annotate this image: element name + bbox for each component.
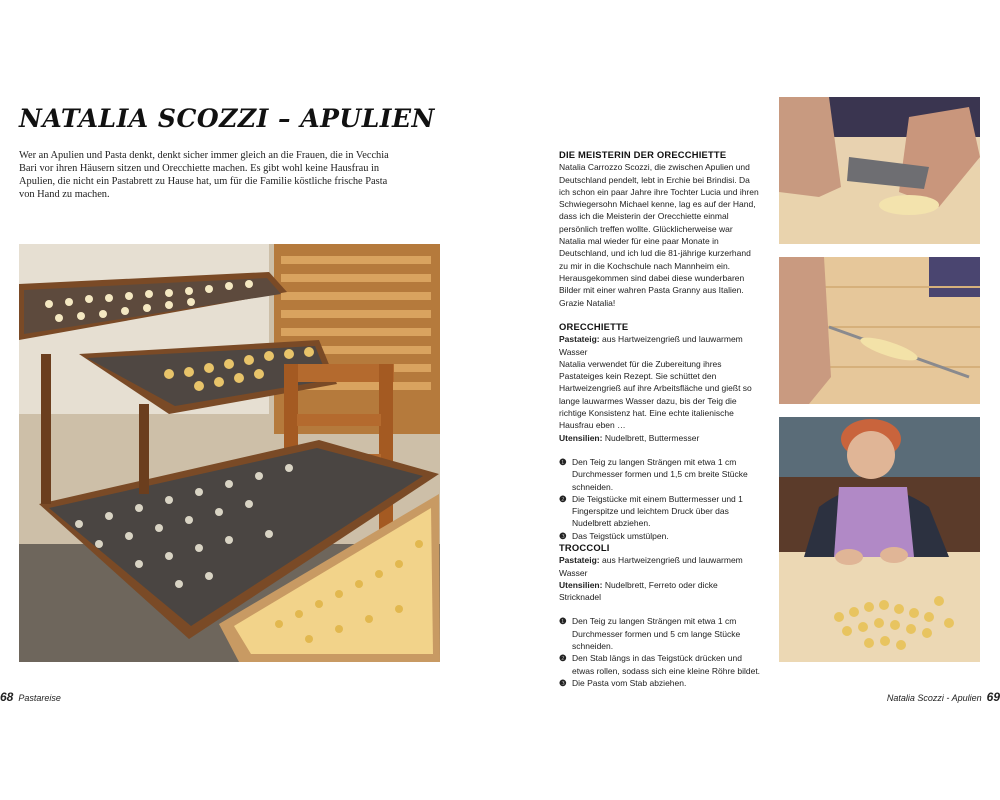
troccoli-utensilien (559, 579, 761, 604)
orecchiette-utensilien-label: Utensilien: (559, 432, 603, 443)
pasta-drying-racks-photo (19, 244, 440, 662)
orecchiette-step-3 (559, 530, 761, 542)
orecchiette-teig (559, 333, 761, 358)
orecchiette-teig-label: Pastateig: (559, 334, 600, 345)
footer-right-text: Natalia Scozzi - Apulien (886, 693, 982, 703)
troccoli-step-1 (559, 615, 761, 652)
natalia-making-orecchiette-photo (779, 417, 980, 662)
step-text: Den Teig zu langen Strängen mit etwa 1 cm Durchmesser formen und 1,5 cm breite Stücke schneiden. (572, 456, 748, 492)
troccoli-step-3 (559, 677, 761, 689)
page-title: NATALIA SCOZZI – APULIEN (19, 104, 435, 133)
intro-paragraph: Wer an Apulien und Pasta denkt, denkt sicher immer gleich an die Frauen, die in Vecchia Bari vor ihren Häusern sitzen und Orecchiette machen. Es gibt wohl keine Hausfrau in Apulien, die nicht ein Pastabrett zu Hause hat, um für die Familie köstliche frische Pasta von Hand zu machen. (19, 150, 389, 201)
orecchiette-utensilien (559, 432, 761, 444)
page-number-left: 68 (0, 690, 14, 704)
troccoli-utensilien-label: Utensilien: (559, 579, 603, 590)
orecchiette-teig-text: aus Hartweizengrieß und lauwarmem Wasser (559, 334, 743, 357)
orecchiette-step-1 (559, 456, 761, 493)
step-text: Den Stab längs in das Teigstück drücken und etwas rollen, sodass sich eine kleine Röhre bildet. (572, 653, 761, 676)
step-text: Den Teig zu langen Strängen mit etwa 1 cm Durchmesser formen und 5 cm lange Stücke schneiden. (572, 616, 741, 652)
step-text: Die Teigstücke mit einem Buttermesser und 1 Fingerspitze und leichtem Druck über das Nudelbrett abziehen. (572, 493, 743, 529)
troccoli-teig-text: aus Hartweizengrieß und lauwarmem Wasser (559, 555, 743, 578)
page-number-right: 69 (986, 690, 1000, 704)
rolling-dough-photo (779, 257, 980, 404)
orecchiette-utensilien-text: Nudelbrett, Buttermesser (602, 432, 700, 443)
meisterin-text: Natalia Carrozzo Scozzi, die zwischen Apulien und Deutschland pendelt, lebt in Erchie bei Brindisi. Da ich schon ein paar Jahre ihre Tochter Lucia und ihren Schwiegersohn Michael kenne, lag es auf der Hand, dass ich die Meisterin der Orecchiette einmal persönlich treffen wollte. Glücklicherweise war Natalia mal wieder für eine paar Monate in Deutschland, und ich lud die 81-jährige kurzerhand zu mir in die Kochschule nach Mannheim ein. Herausgekommen sind dabei diese wunderbaren Bilder mit einer wahren Pasta Granny aus Italien. Grazie Natalia! (559, 162, 759, 308)
orecchiette-section (559, 321, 761, 542)
step-number: ❸ (559, 530, 567, 541)
step-number: ❸ (559, 677, 567, 688)
orecchiette-text: Natalia verwendet für die Zubereitung ihres Pastateiges kein Rezept. Sie schüttet den Hartweizengrieß auf ihre Arbeitsfläche und gießt so lange lauwarmes Wasser dazu, bis der Teig die richtige Konsistenz hat. Eine echte italienische Hausfrau eben … (559, 358, 752, 431)
troccoli-utensilien-text: Nudelbrett, Ferreto oder dicke Stricknadel (559, 579, 718, 603)
orecchiette-heading: ORECCHIETTE (559, 321, 629, 332)
step-number: ❷ (559, 493, 567, 504)
troccoli-teig (559, 554, 761, 579)
footer-left (0, 690, 61, 704)
step-number: ❶ (559, 456, 567, 467)
step-text: Das Teigstück umstülpen. (572, 530, 669, 541)
cutting-dough-photo (779, 97, 980, 244)
step-number: ❶ (559, 616, 567, 627)
troccoli-section (559, 542, 761, 689)
step-number: ❷ (559, 653, 567, 664)
meisterin-section (559, 149, 761, 309)
troccoli-teig-label: Pastateig: (559, 555, 600, 566)
orecchiette-step-2 (559, 493, 761, 530)
troccoli-heading: TROCCOLI (559, 542, 610, 553)
footer-right (887, 690, 1000, 704)
troccoli-step-2 (559, 652, 761, 677)
meisterin-heading: DIE MEISTERIN DER ORECCHIETTE (559, 149, 727, 160)
step-text: Die Pasta vom Stab abziehen. (572, 677, 687, 688)
footer-left-text: Pastareise (18, 693, 61, 703)
